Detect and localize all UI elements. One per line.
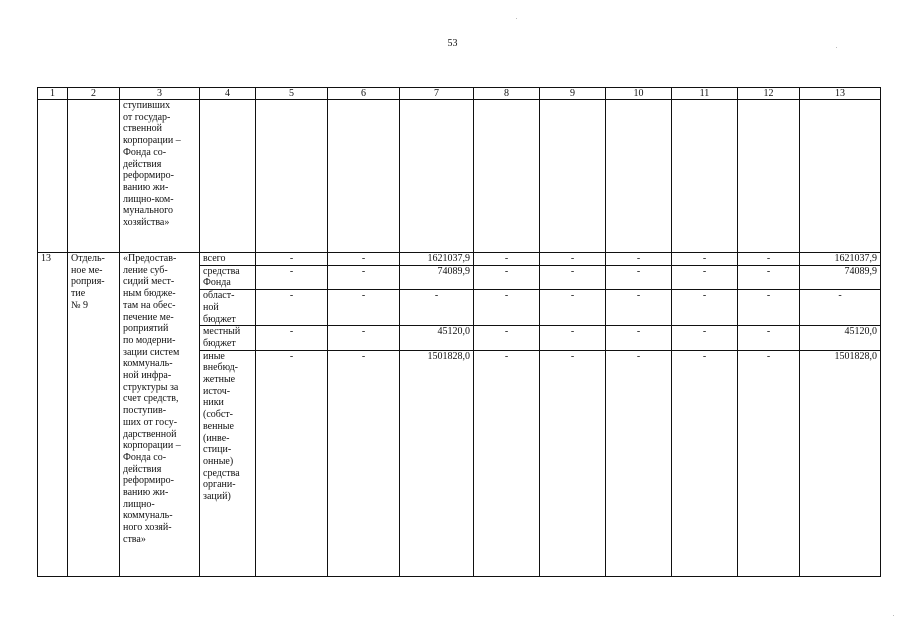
table-cell xyxy=(672,100,738,253)
budget-table xyxy=(37,87,881,577)
scan-speck xyxy=(836,47,837,48)
value-cell: - xyxy=(474,290,540,326)
value-cell: - xyxy=(672,290,738,326)
value-cell: 74089,9 xyxy=(400,265,474,289)
value-cell: - xyxy=(256,265,328,289)
column-header: 8 xyxy=(474,88,540,100)
page-number: 53 xyxy=(447,38,458,49)
value-cell: - xyxy=(672,265,738,289)
header-row xyxy=(38,88,881,100)
table-cell xyxy=(200,100,256,253)
value-cell: - xyxy=(256,326,328,350)
value-cell: - xyxy=(256,253,328,266)
value-cell: - xyxy=(606,326,672,350)
value-cell: - xyxy=(328,265,400,289)
column-header: 7 xyxy=(400,88,474,100)
table-cell xyxy=(474,100,540,253)
value-cell: 74089,9 xyxy=(800,265,881,289)
funding-source: иные внебюд- жетные источ- ники (собст- венные (инве- стици- онные) средства органи- заций) xyxy=(200,350,256,576)
continuation-description: ступивших от государ- ственной корпорации – Фонда со- действия реформиро- ванию жи- лищно-ком- мунального хозяйства» xyxy=(120,100,200,253)
table-cell xyxy=(328,100,400,253)
value-cell: - xyxy=(540,350,606,576)
continuation-row xyxy=(38,100,881,253)
table-cell xyxy=(68,100,120,253)
value-cell: - xyxy=(474,326,540,350)
value-cell: 1621037,9 xyxy=(800,253,881,266)
table-cell xyxy=(400,100,474,253)
value-cell: - xyxy=(328,326,400,350)
table-cell xyxy=(38,100,68,253)
value-cell: - xyxy=(800,290,881,326)
value-cell: - xyxy=(540,290,606,326)
value-cell: - xyxy=(606,265,672,289)
column-header: 13 xyxy=(800,88,881,100)
table-cell xyxy=(800,100,881,253)
table-cell xyxy=(606,100,672,253)
value-cell: 45120,0 xyxy=(400,326,474,350)
scan-speck xyxy=(516,18,517,19)
value-cell: - xyxy=(400,290,474,326)
table-cell xyxy=(540,100,606,253)
column-header: 1 xyxy=(38,88,68,100)
value-cell: - xyxy=(672,253,738,266)
value-cell: - xyxy=(540,326,606,350)
column-header: 9 xyxy=(540,88,606,100)
funding-source: всего xyxy=(200,253,256,266)
value-cell: - xyxy=(474,253,540,266)
value-cell: - xyxy=(606,253,672,266)
value-cell: - xyxy=(672,350,738,576)
value-cell: 1501828,0 xyxy=(800,350,881,576)
value-cell: - xyxy=(256,290,328,326)
value-cell: - xyxy=(606,350,672,576)
funding-source: средства Фонда xyxy=(200,265,256,289)
column-header: 12 xyxy=(738,88,800,100)
value-cell: - xyxy=(738,350,800,576)
value-cell: - xyxy=(328,350,400,576)
column-header: 6 xyxy=(328,88,400,100)
funding-source: местный бюджет xyxy=(200,326,256,350)
column-header: 2 xyxy=(68,88,120,100)
value-cell: - xyxy=(738,265,800,289)
activity-description: «Предостав- ление суб- сидий мест- ным бюдже- там на обес- печение ме- роприятий по модерни- зации систем коммуналь- ной инфра- структуры за счет средств, поступив- ших от госу- дарственной корпорации – Фонда со- действия реформиро- ванию жи- лищно- коммуналь- ного хозяй- ства» xyxy=(120,253,200,577)
value-cell: - xyxy=(672,326,738,350)
value-cell: 1621037,9 xyxy=(400,253,474,266)
value-cell: - xyxy=(606,290,672,326)
value-cell: - xyxy=(738,326,800,350)
table-cell xyxy=(256,100,328,253)
activity-name: Отдель- ное ме- роприя- тие № 9 xyxy=(68,253,120,577)
value-cell: - xyxy=(540,265,606,289)
table-cell xyxy=(738,100,800,253)
value-cell: - xyxy=(256,350,328,576)
activity-number: 13 xyxy=(38,253,68,577)
column-header: 3 xyxy=(120,88,200,100)
value-cell: - xyxy=(328,290,400,326)
column-header: 10 xyxy=(606,88,672,100)
value-cell: - xyxy=(738,253,800,266)
value-cell: 45120,0 xyxy=(800,326,881,350)
funding-row-total xyxy=(38,253,881,266)
value-cell: - xyxy=(738,290,800,326)
column-header: 5 xyxy=(256,88,328,100)
value-cell: 1501828,0 xyxy=(400,350,474,576)
column-header: 11 xyxy=(672,88,738,100)
scan-speck xyxy=(893,615,894,616)
value-cell: - xyxy=(328,253,400,266)
funding-source: област- ной бюджет xyxy=(200,290,256,326)
column-header: 4 xyxy=(200,88,256,100)
value-cell: - xyxy=(540,253,606,266)
value-cell: - xyxy=(474,265,540,289)
value-cell: - xyxy=(474,350,540,576)
